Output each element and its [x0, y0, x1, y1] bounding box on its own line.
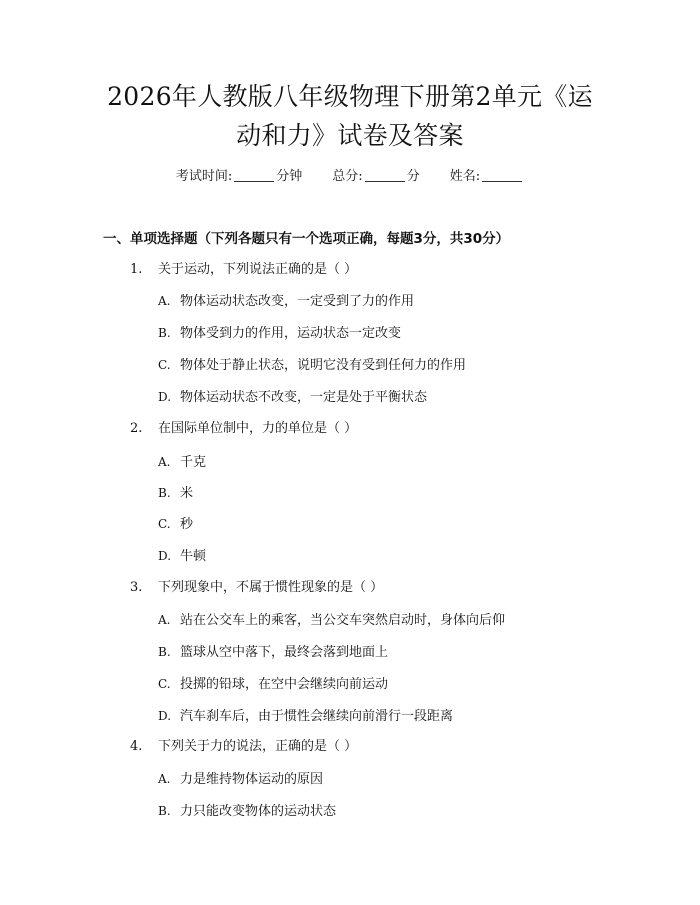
option-text: 物体运动状态改变，一定受到了力的作用 — [180, 294, 415, 309]
option-letter: C. — [158, 517, 171, 531]
question-2 — [130, 418, 357, 440]
option-3b — [158, 641, 388, 664]
question-1 — [130, 259, 357, 281]
section-heading: 一、单项选择题（下列各题只有一个选项正确，每题3分，共30分） — [103, 231, 510, 247]
option-text: 千克 — [180, 455, 207, 470]
option-letter: B. — [158, 326, 171, 340]
option-text: 牛顿 — [180, 549, 207, 564]
time-label: 考试时间: — [175, 169, 233, 184]
option-letter: B. — [158, 804, 171, 818]
question-text: 在国际单位制中，力的单位是（ ） — [158, 421, 358, 436]
option-text: 力是维持物体运动的原因 — [180, 772, 324, 787]
option-text: 篮球从空中落下，最终会落到地面上 — [180, 645, 389, 660]
option-letter: B. — [158, 645, 171, 659]
option-2c — [158, 513, 193, 536]
question-3 — [130, 577, 383, 599]
option-text: 汽车刹车后，由于惯性会继续向前滑行一段距离 — [180, 709, 454, 724]
option-letter: A. — [158, 613, 171, 627]
score-label: 总分: — [332, 169, 363, 184]
option-3d — [158, 705, 453, 728]
option-2b — [158, 482, 193, 505]
question-number: 4. — [130, 739, 143, 754]
option-1d — [158, 386, 427, 409]
option-3c — [158, 673, 388, 696]
option-1c — [158, 354, 466, 377]
option-letter: D. — [158, 549, 172, 563]
score-unit: 分 — [406, 169, 420, 184]
name-blank — [482, 167, 522, 182]
option-letter: C. — [158, 677, 171, 691]
option-1b — [158, 322, 401, 345]
question-number: 2. — [130, 421, 143, 436]
time-unit: 分钟 — [276, 169, 303, 184]
exam-title-line2: 动和力》试卷及答案 — [236, 121, 464, 150]
question-number: 3. — [130, 580, 143, 595]
option-text: 站在公交车上的乘客，当公交车突然启动时，身体向后仰 — [180, 613, 506, 628]
option-text: 力只能改变物体的运动状态 — [180, 804, 337, 819]
option-1a — [158, 290, 414, 313]
option-letter: A. — [158, 455, 171, 469]
option-3a — [158, 609, 505, 632]
time-blank — [234, 167, 274, 182]
option-letter: B. — [158, 486, 171, 500]
option-4b — [158, 800, 336, 823]
exam-meta-line — [0, 166, 700, 188]
option-text: 投掷的铅球，在空中会继续向前运动 — [180, 677, 389, 692]
option-text: 物体处于静止状态，说明它没有受到任何力的作用 — [180, 358, 467, 373]
option-letter: D. — [158, 709, 172, 723]
question-text: 下列现象中，不属于惯性现象的是（ ） — [158, 580, 384, 595]
score-blank — [365, 167, 405, 182]
option-letter: C. — [158, 358, 171, 372]
option-text: 秒 — [180, 517, 194, 532]
question-4 — [130, 736, 357, 758]
option-letter: D. — [158, 390, 172, 404]
option-text: 物体受到力的作用，运动状态一定改变 — [180, 326, 402, 341]
option-2d — [158, 545, 206, 568]
exam-title-line1: 2026年人教版八年级物理下册第2单元《运 — [107, 82, 593, 111]
option-2a — [158, 451, 206, 474]
name-label: 姓名: — [449, 169, 481, 184]
question-text: 下列关于力的说法，正确的是（ ） — [158, 739, 358, 754]
option-letter: A. — [158, 772, 171, 786]
option-letter: A. — [158, 294, 171, 308]
option-text: 物体运动状态不改变，一定是处于平衡状态 — [180, 390, 428, 405]
question-text: 关于运动，下列说法正确的是（ ） — [158, 262, 358, 277]
question-number: 1. — [130, 262, 143, 277]
option-text: 米 — [180, 486, 194, 501]
option-4a — [158, 768, 323, 791]
